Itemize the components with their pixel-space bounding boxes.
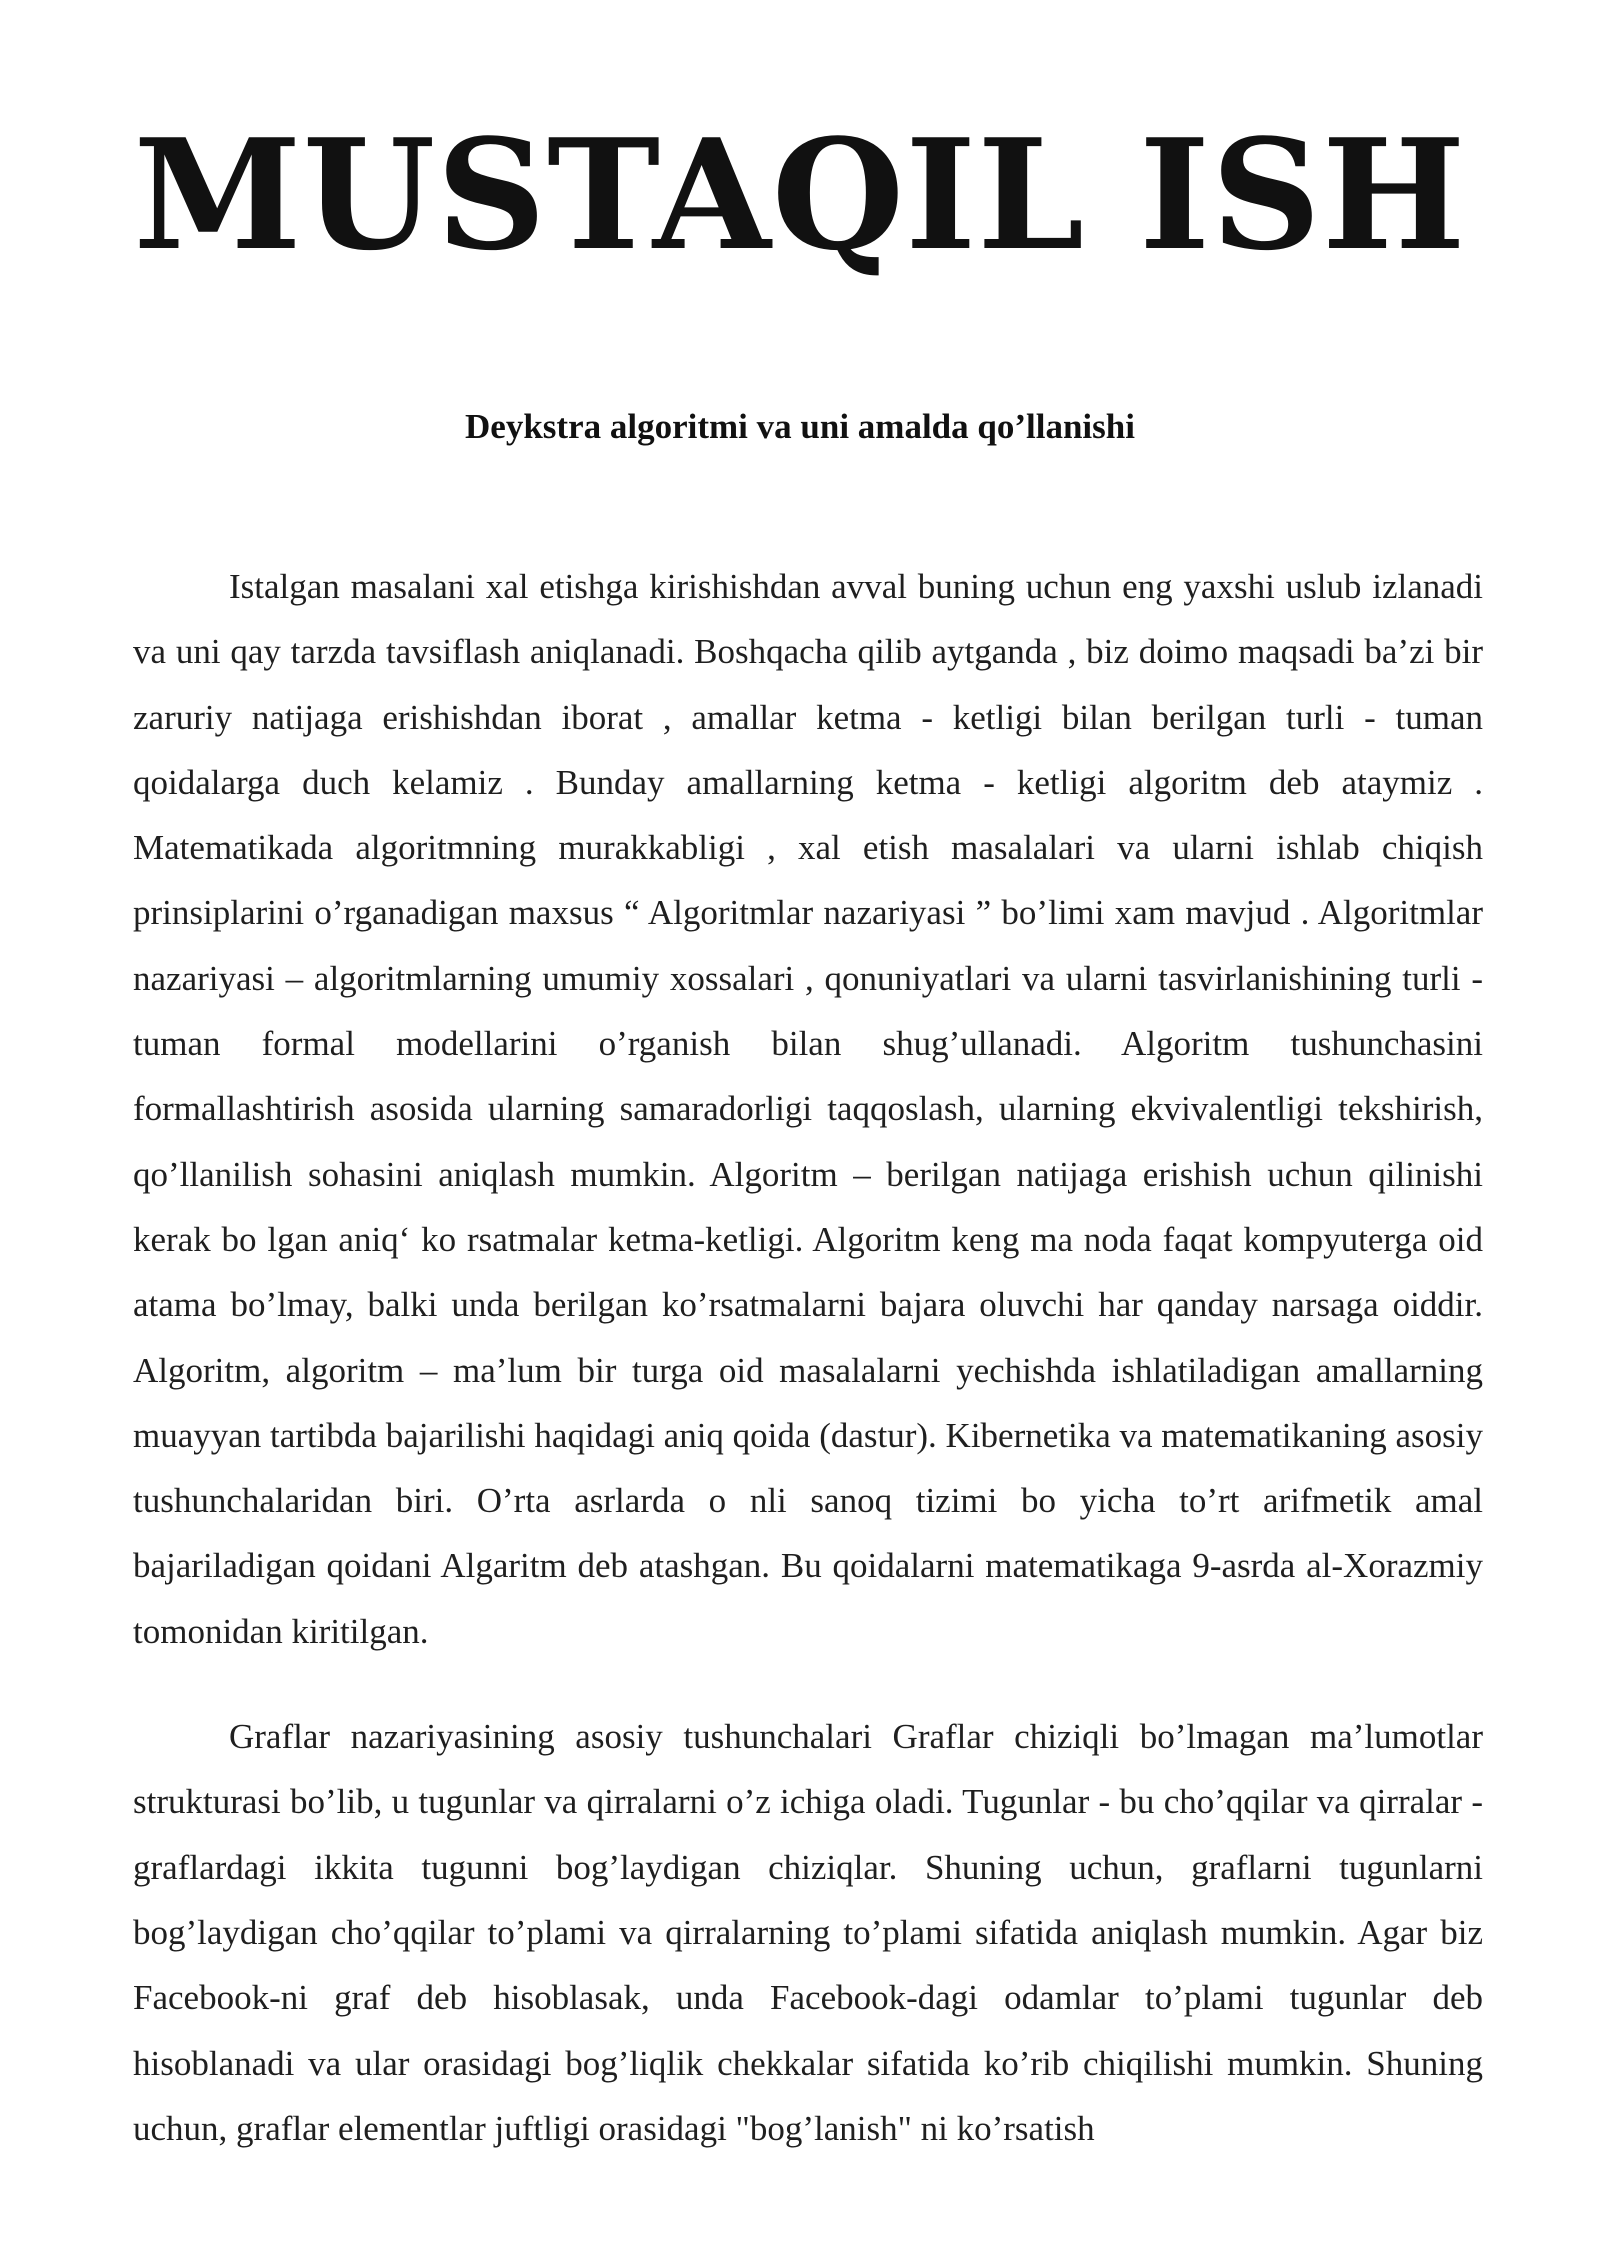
document-subtitle: Deykstra algoritmi va uni amalda qo’llanishi — [465, 407, 1135, 446]
paragraph-2: Graflar nazariyasining asosiy tushunchalari Graflar chiziqli bo’lmagan ma’lumotlar strukturasi bo’lib, u tugunlar va qirralarni o’z ichiga oladi. Tugunlar - bu cho’qqilar va qirralar - graflardagi ikkita tugunni bog’laydigan chiziqlar. Shuning uchun, graflarni tugunlarni bog’laydigan cho’qqilar to’plami va qirralarning to’plami sifatida aniqlash mumkin. Agar biz Facebook-ni graf deb hisoblasak, unda Facebook-dagi odamlar to’plami tugunlar deb hisoblanadi va ular orasidagi bog’liqlik chekkalar sifatida ko’rib chiqilishi mumkin. Shuning uchun, graflar elementlar juftligi orasidagi "bog’lanish" ni ko’rsatish — [133, 1717, 1483, 2148]
page-title: MUSTAQIL ISH — [133, 105, 1467, 284]
document-body — [133, 554, 1483, 2201]
paragraph-1: Istalgan masalani xal etishga kirishishdan avval buning uchun eng yaxshi uslub izlanadi va uni qay tarzda tavsiflash aniqlanadi. Boshqacha qilib aytganda , biz doimo maqsadi ba’zi bir zaruriy natijaga erishishdan iborat , amallar ketma - ketligi bilan berilgan turli - tuman qoidalarga duch kelamiz . Bunday amallarning ketma - ketligi algoritm deb ataymiz . Matematikada algoritmning murakkabligi , xal etish masalalari va ularni ishlab chiqish prinsiplarini o’rganadigan maxsus “ Algoritmlar nazariyasi ” bo’limi xam mavjud . Algoritmlar nazariyasi – algoritmlarning umumiy xossalari , qonuniyatlari va ularni tasvirlanishining turli - tuman formal modellarini o’rganish bilan shug’ullanadi. Algoritm tushunchasini formallashtirish asosida ularning samaradorligi taqqoslash, ularning ekvivalentligi tekshirish, qo’llanilish sohasini aniqlash mumkin. Algoritm – berilgan natijaga erishish uchun qilinishi kerak bo lgan aniq‘ ko rsatmalar ketma-ketligi. Algoritm keng ma noda faqat kompyuterga oid atama bo’lmay, balki unda berilgan ko’rsatmalarni bajara oluvchi har qanday narsaga oiddir. Algoritm, algoritm – ma’lum bir turga oid masalalarni yechishda ishlatiladigan amallarning muayyan tartibda bajarilishi haqidagi aniq qoida (dastur). Kibernetika va matematikaning asosiy tushunchalaridan biri. O’rta asrlarda o nli sanoq tizimi bo yicha to’rt arifmetik amal bajariladigan qoidani Algaritm deb atashgan. Bu qoidalarni matematikaga 9-asrda al-Xorazmiy tomonidan kiritilgan. — [133, 567, 1484, 1651]
